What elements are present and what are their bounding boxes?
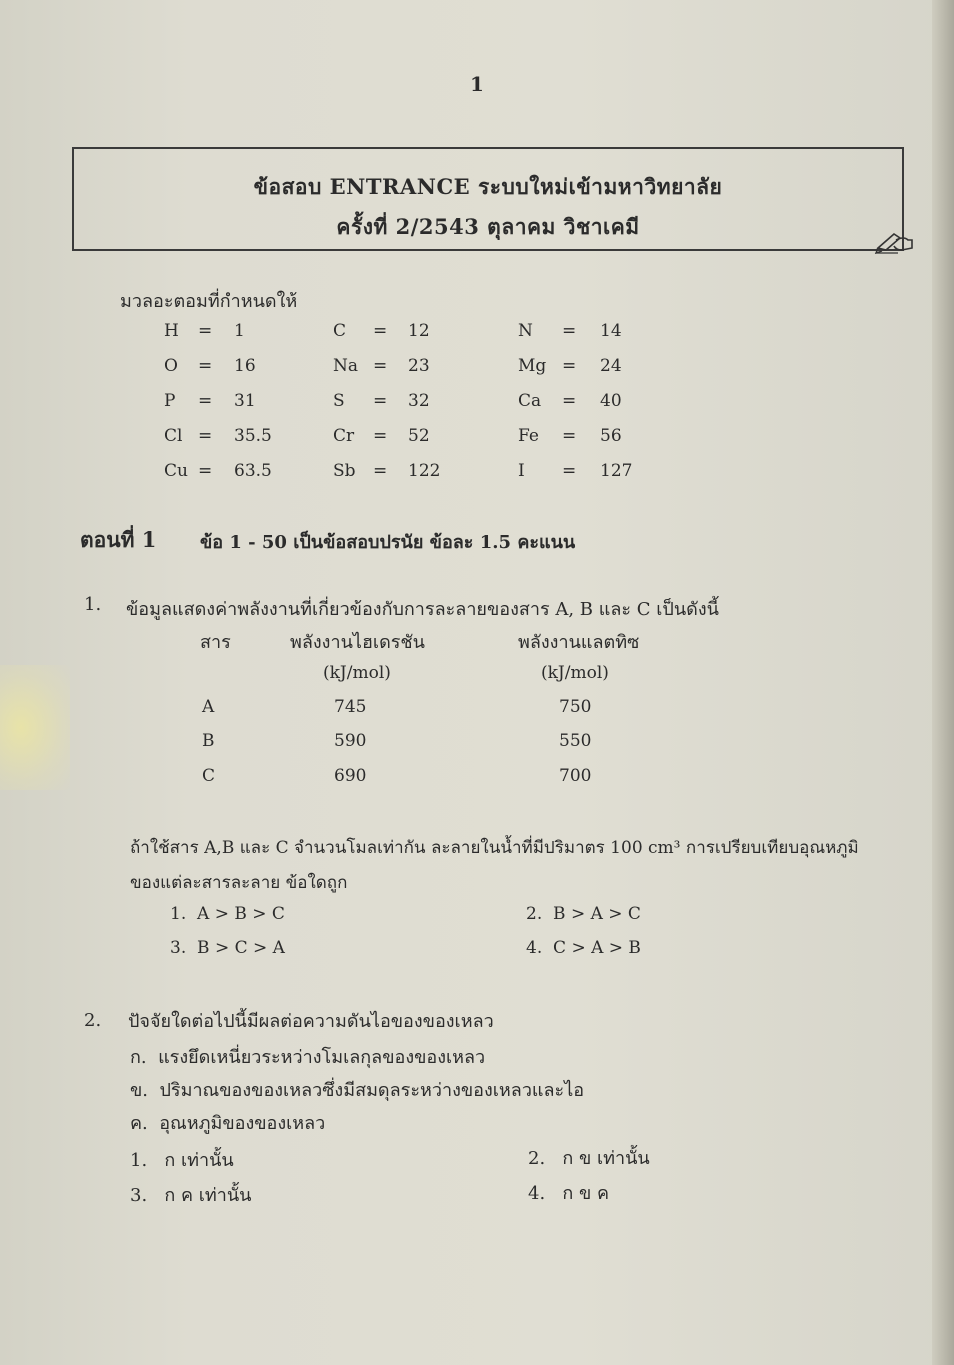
choice-text: ก ค เท่านั้น [164,1185,252,1206]
q1-cell-l: 550 [559,731,592,751]
q2-item-ko [130,1042,485,1071]
section-description: ข้อ 1 - 50 เป็นข้อสอบปรนัย ข้อละ 1.5 คะแนน [200,532,576,553]
mass-sym: Mg [518,356,547,376]
mass-val: 35.5 [234,426,272,446]
mass-eq: = [373,426,388,446]
q2-choice-1[interactable] [130,1145,234,1174]
exam-title-line2: ครั้งที่ 2/2543 ตุลาคม วิชาเคมี [336,214,640,239]
q1-unit-hydration: (kJ/mol) [323,663,391,683]
q1-choice-4[interactable] [526,938,641,958]
mass-eq: = [198,391,213,411]
mass-sym: Ca [518,391,542,411]
choice-number: 4. [526,938,543,958]
mass-val: 32 [408,391,430,411]
q1-cell-s: C [202,766,216,786]
choice-text: B > C > A [197,938,285,958]
choice-number: 1. [130,1150,148,1171]
q1-col-substance: สาร [200,632,231,653]
q1-cell-l: 700 [559,766,592,786]
choice-number: 3. [170,938,187,958]
mass-sym: I [518,461,525,481]
choice-number: 4. [528,1183,546,1204]
mass-val: 40 [600,391,622,411]
item-key: ก. [130,1047,147,1068]
choice-number: 2. [526,904,543,924]
mass-sym: Cu [164,461,188,481]
mass-eq: = [373,391,388,411]
q1-number: 1. [84,594,102,615]
mass-sym: Cr [333,426,355,446]
q1-col-hydration: พลังงานไฮเดรชัน [290,632,425,653]
q1-stem-line2: ของแต่ละสารละลาย ข้อใดถูก [130,873,348,893]
mass-val: 23 [408,356,430,376]
q1-text: ข้อมูลแสดงค่าพลังงานที่เกี่ยวข้องกับการละลายของสาร A, B และ C เป็นดังนี้ [126,599,719,620]
q2-item-kho-khwai [130,1108,325,1137]
mass-eq: = [198,356,213,376]
mass-eq: = [562,426,577,446]
q1-choice-1[interactable] [170,904,285,924]
paper-stain [0,665,70,790]
q2-text: ปัจจัยใดต่อไปนี้มีผลต่อความดันไอของของเหลว [128,1011,494,1032]
choice-text: ก ข ค [562,1183,610,1204]
q1-unit-lattice: (kJ/mol) [541,663,609,683]
item-key: ข. [130,1080,149,1101]
choice-number: 3. [130,1185,148,1206]
q2-number: 2. [84,1010,102,1031]
mass-eq: = [373,461,388,481]
item-text: อุณหภูมิของของเหลว [159,1113,326,1134]
section-title: ตอนที่ 1 [80,527,157,552]
mass-eq: = [562,391,577,411]
mass-eq: = [562,356,577,376]
q1-cell-h: 590 [334,731,367,751]
q1-col-lattice: พลังงานแลตทิซ [518,632,640,653]
q1-choice-2[interactable] [526,904,641,924]
exam-title-line1: ข้อสอบ ENTRANCE ระบบใหม่เข้ามหาวิทยาลัย [253,174,723,199]
mass-sym: H [164,321,179,341]
q1-cell-s: A [202,697,215,717]
mass-val: 122 [408,461,441,481]
item-text: แรงยึดเหนี่ยวระหว่างโมเลกุลของของเหลว [158,1047,486,1068]
mass-eq: = [562,321,577,341]
mass-sym: Cl [164,426,183,446]
mass-eq: = [198,321,213,341]
q2-choice-3[interactable] [130,1180,251,1209]
mass-sym: C [333,321,347,341]
mass-sym: Sb [333,461,356,481]
mass-val: 127 [600,461,633,481]
choice-number: 1. [170,904,187,924]
mass-val: 1 [234,321,245,341]
choice-text: ก เท่านั้น [164,1150,234,1171]
mass-eq: = [373,356,388,376]
exam-title-box [72,147,904,251]
mass-val: 24 [600,356,622,376]
q2-item-kho [130,1075,584,1104]
page-number: 1 [470,72,484,96]
mass-sym: Fe [518,426,539,446]
item-text: ปริมาณของของเหลวซึ่งมีสมดุลระหว่างของเหลวและไอ [159,1080,585,1101]
mass-val: 12 [408,321,430,341]
choice-text: A > B > C [197,904,285,924]
mass-val: 52 [408,426,430,446]
q1-stem-line1: ถ้าใช้สาร A,B และ C จำนวนโมลเท่ากัน ละลายในน้ำที่มีปริมาตร 100 cm³ การเปรียบเทียบอุณหภูมิ [130,838,859,858]
q2-choice-4[interactable] [528,1178,609,1207]
q1-cell-h: 690 [334,766,367,786]
mass-eq: = [562,461,577,481]
choice-text: ก ข เท่านั้น [562,1148,650,1169]
mass-sym: N [518,321,533,341]
mass-eq: = [198,461,213,481]
mass-sym: Na [333,356,359,376]
item-key: ค. [130,1113,148,1134]
q2-choice-2[interactable] [528,1143,650,1172]
choice-text: B > A > C [553,904,641,924]
choice-text: C > A > B [553,938,641,958]
writing-hand-icon [874,226,916,254]
masses-heading: มวลอะตอมที่กำหนดให้ [120,291,298,312]
mass-eq: = [198,426,213,446]
mass-sym: O [164,356,178,376]
choice-number: 2. [528,1148,546,1169]
mass-sym: P [164,391,176,411]
mass-val: 56 [600,426,622,446]
page-edge [932,0,954,1365]
q1-cell-h: 745 [334,697,367,717]
mass-val: 16 [234,356,256,376]
q1-choice-3[interactable] [170,938,285,958]
mass-val: 14 [600,321,622,341]
mass-val: 63.5 [234,461,272,481]
mass-sym: S [333,391,345,411]
mass-val: 31 [234,391,256,411]
mass-eq: = [373,321,388,341]
q1-cell-s: B [202,731,215,751]
q1-cell-l: 750 [559,697,592,717]
